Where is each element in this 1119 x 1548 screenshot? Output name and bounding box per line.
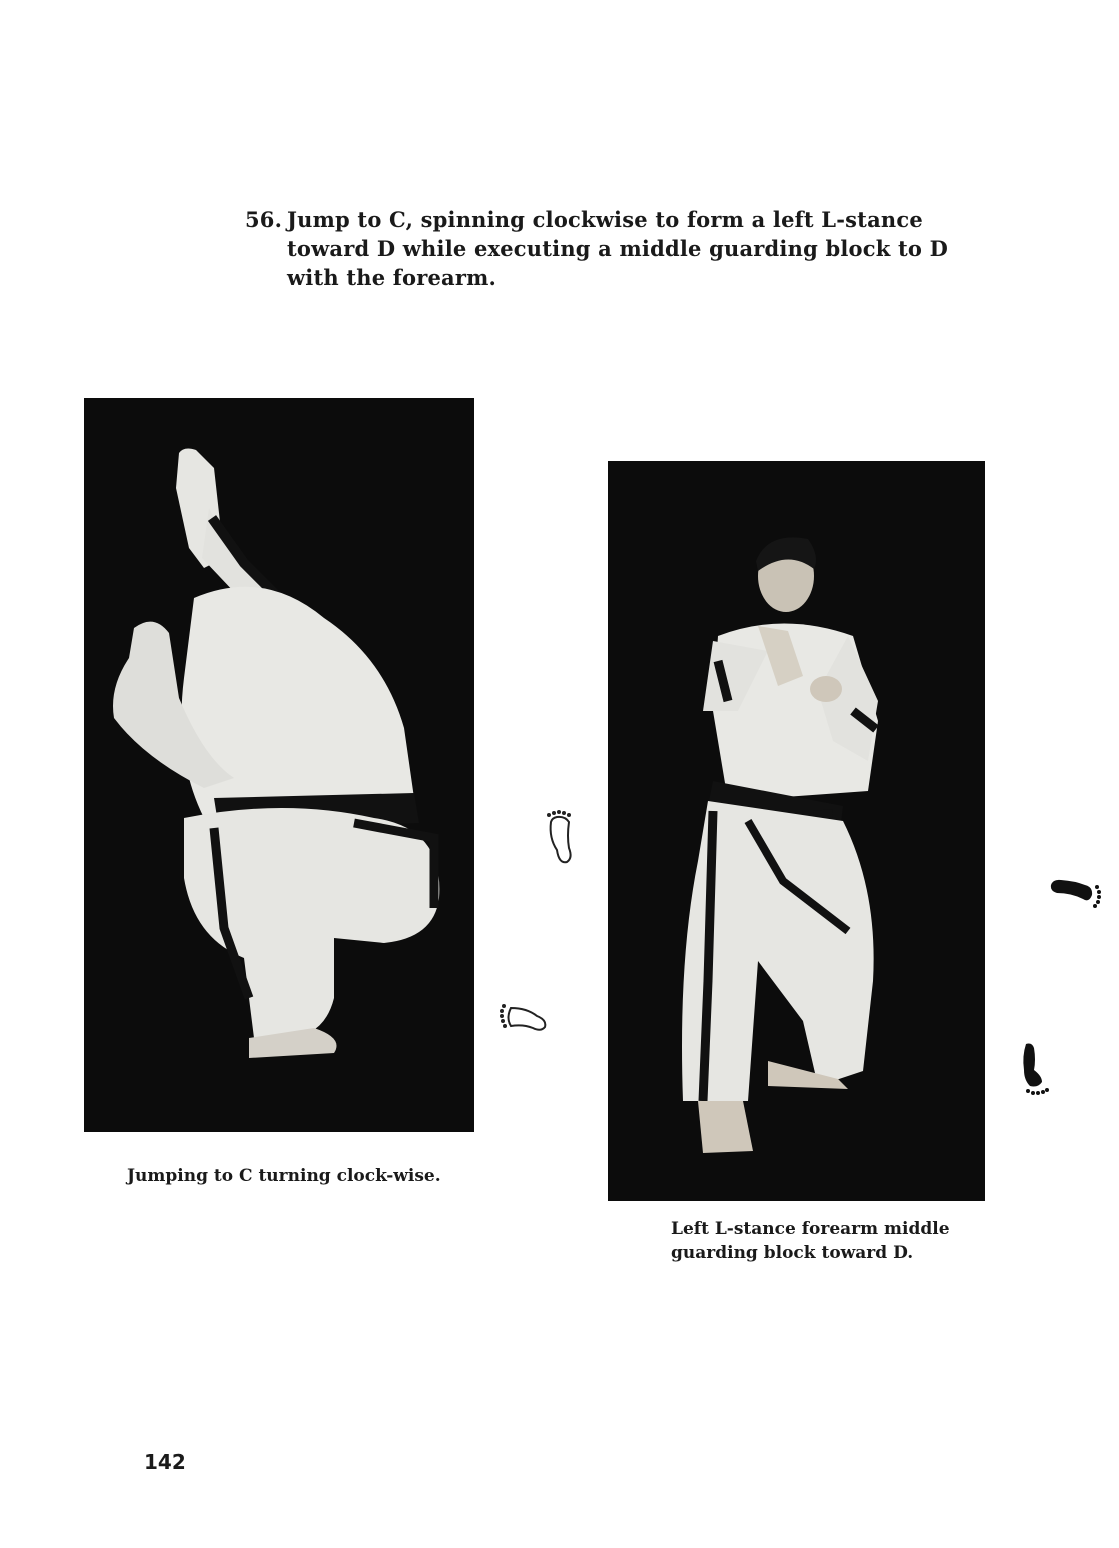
footprint-outline-icon [543, 808, 577, 866]
instruction-line-3: with the forearm. [287, 265, 497, 290]
footprint-solid-icon [1018, 1040, 1054, 1096]
jumping-caption: Jumping to C turning clock-wise. [127, 1166, 441, 1186]
l-stance-photo [608, 461, 985, 1201]
step-instruction [245, 205, 949, 292]
page-number: 142 [144, 1450, 186, 1474]
caption-line-1: Left L-stance forearm middle [671, 1219, 950, 1239]
step-number: 56. [245, 207, 283, 232]
jumping-photo [84, 398, 474, 1132]
instruction-line-1: 56. Jump to C, spinning clockwise to form a left L-stance [245, 207, 923, 232]
footprint-solid-icon [1049, 873, 1103, 913]
footprint-outline-icon [497, 1000, 549, 1036]
caption-line-2: guarding block toward D. [671, 1243, 914, 1263]
instruction-line-2: toward D while executing a middle guarding block to D [287, 236, 949, 261]
l-stance-caption [671, 1217, 991, 1265]
